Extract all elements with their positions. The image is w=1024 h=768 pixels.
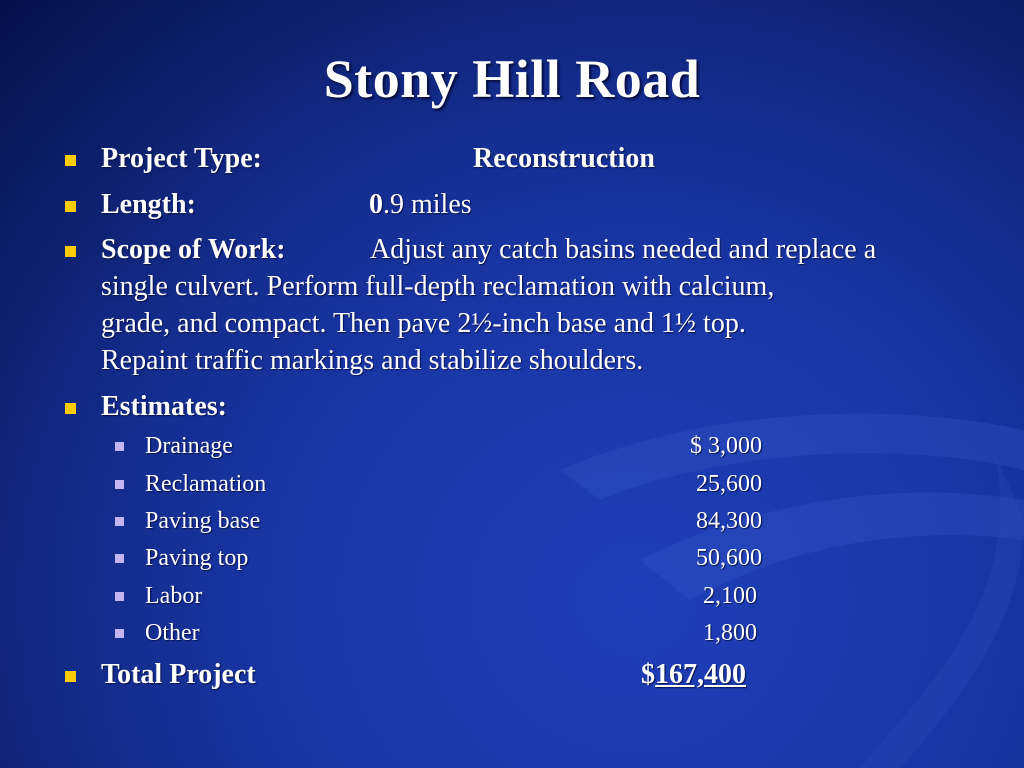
estimate-item: Reclamation: [145, 471, 267, 497]
scope-label: Scope of Work:: [101, 234, 286, 265]
scope-line-4: Repaint traffic markings and stabilize shoulders.: [101, 345, 644, 376]
estimate-amount: $ 3,000: [690, 433, 762, 459]
sub-bullet-square: [115, 480, 124, 489]
project-type-label: Project Type:: [101, 143, 262, 174]
total-value: 167,400: [655, 659, 746, 690]
project-type-value: Reconstruction: [473, 143, 655, 174]
estimate-item: Drainage: [145, 433, 233, 459]
total-amount: [641, 656, 746, 693]
estimates-label: Estimates:: [101, 391, 227, 422]
sub-bullet-square: [115, 517, 124, 526]
scope-line-1: Adjust any catch basins needed and replace a: [370, 234, 877, 265]
estimate-amount: 25,600: [696, 471, 762, 497]
estimate-amount: 50,600: [696, 545, 762, 571]
sub-bullet-square: [115, 554, 124, 563]
estimate-amount: 1,800: [703, 620, 757, 646]
estimate-item: Labor: [145, 583, 203, 609]
estimate-item: Paving top: [145, 545, 249, 571]
total-currency: $: [641, 659, 655, 690]
length-label: Length:: [101, 189, 196, 220]
sub-bullet-square: [115, 629, 124, 638]
slide-title: Stony Hill Road: [323, 49, 701, 109]
estimate-item: Paving base: [145, 508, 261, 534]
bullet-square: [65, 201, 76, 212]
bullet-square: [65, 671, 76, 682]
scope-line-3: grade, and compact. Then pave 2½-inch base and 1½ top.: [101, 308, 746, 339]
sub-bullet-square: [115, 442, 124, 451]
total-label: Total Project: [101, 659, 256, 690]
sub-bullet-square: [115, 592, 124, 601]
length-value: [369, 186, 472, 223]
estimate-amount: 2,100: [703, 583, 757, 609]
length-value-bold: 0: [369, 189, 383, 220]
bullet-square: [65, 155, 76, 166]
scope-line-2: single culvert. Perform full-depth reclamation with calcium,: [101, 271, 775, 302]
length-value-rest: .9 miles: [383, 189, 472, 220]
estimate-item: Other: [145, 620, 200, 646]
bullet-square: [65, 403, 76, 414]
estimate-amount: 84,300: [696, 508, 762, 534]
bullet-square: [65, 246, 76, 257]
